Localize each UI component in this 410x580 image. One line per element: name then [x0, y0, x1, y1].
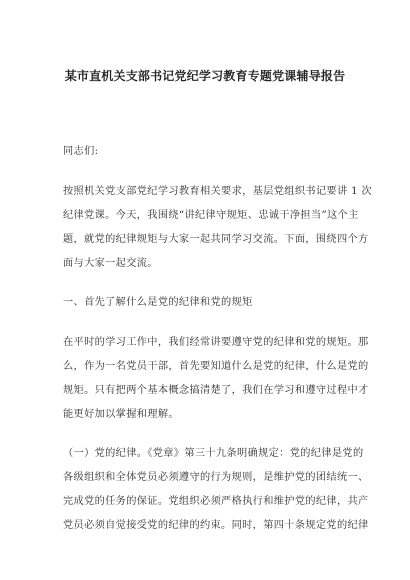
salutation: 同志们:: [63, 146, 99, 157]
paragraph-1-line-1: 按照机关党支部党纪学习教育相关要求，基层党组织书记要讲 1 次: [63, 186, 373, 197]
paragraph-1-line-2: 纪律党课。今天，我围绕“讲纪律守规矩、忠诚干净担当”这个主: [63, 210, 359, 221]
paragraph-3-line-2: 各级组织和全体党员必须遵守的行为规则，是维护党的团结统一、: [63, 472, 369, 483]
paragraph-2-line-2: 么，作为一名党员干部，首先要知道什么是党的纪律，什么是党的: [63, 361, 369, 372]
paragraph-1-line-3: 题，就党的纪律规矩与大家一起共同学习交流。下面，围绕四个方: [63, 234, 369, 245]
paragraph-2-line-3: 规矩。只有把两个基本概念搞清楚了，我们在学习和遵守过程中才: [63, 385, 369, 396]
paragraph-2-line-4: 能更好加以掌握和理解。: [63, 409, 179, 420]
paragraph-3-line-3: 完成党的任务的保证。党组织必须严格执行和维护党的纪律，共产: [63, 496, 369, 507]
section-heading-1: 一、首先了解什么是党的纪律和党的规矩: [63, 297, 253, 308]
paragraph-2-line-1: 在平时的学习工作中，我们经常讲要遵守党的纪律和党的规矩。那: [63, 337, 369, 348]
document-title: 某市直机关支部书记党纪学习教育专题党课辅导报告: [64, 69, 346, 83]
paragraph-1-line-4: 面与大家一起交流。: [63, 258, 158, 269]
paragraph-3-line-4: 党员必须自觉接受党的纪律的约束。同时，第四十条规定党的纪律: [63, 520, 369, 531]
paragraph-3-line-1: （一）党的纪律。《党章》第三十九条明确规定：党的纪律是党的: [63, 448, 364, 459]
